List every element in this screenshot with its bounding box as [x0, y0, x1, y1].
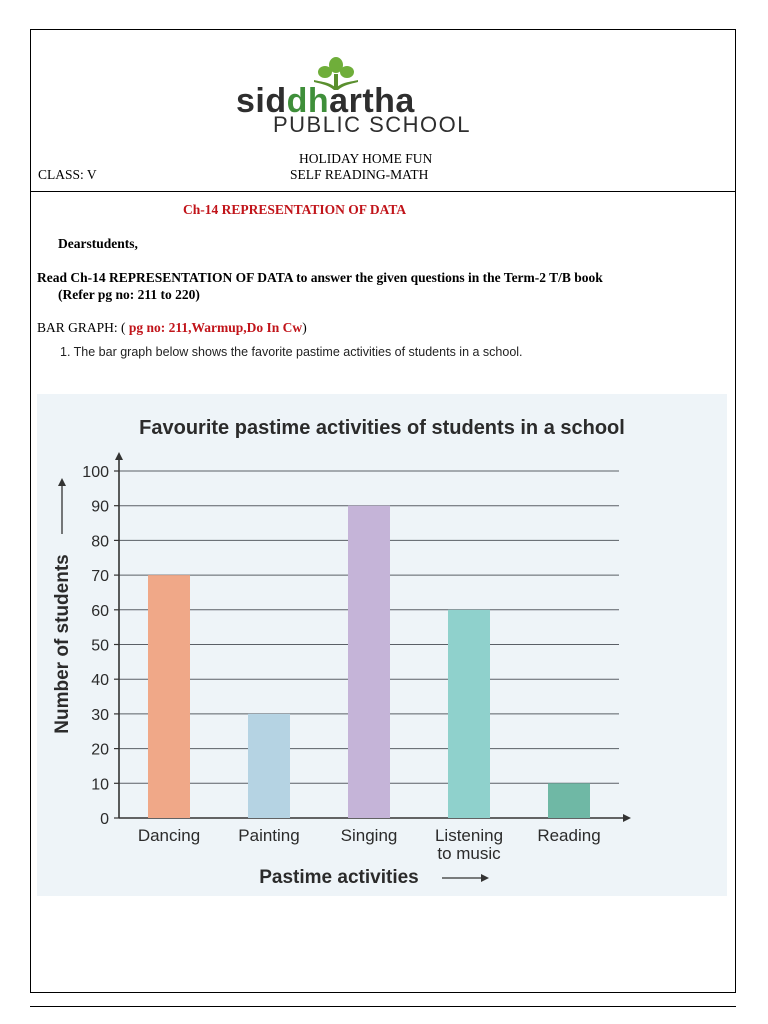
x-tick-label: Reading [537, 826, 601, 845]
header-divider [30, 191, 736, 192]
bar-reading [548, 783, 590, 818]
bar-chart-image [37, 394, 727, 896]
logo-subtitle: PUBLIC SCHOOL [273, 112, 471, 137]
chart-title: Favourite pastime activities of students in a school [139, 417, 625, 439]
instruction-text: Read Ch-14 REPRESENTATION OF DATA to answer the given questions in the Term-2 T/B book [37, 270, 603, 285]
x-tick-label: Singing [340, 826, 398, 845]
x-tick-label: Painting [238, 826, 300, 845]
school-logo [236, 56, 508, 137]
y-tick-label: 10 [91, 776, 109, 794]
bottom-line [30, 1006, 736, 1007]
y-tick-label: 20 [91, 741, 109, 759]
y-axis-label: Number of students [52, 554, 73, 734]
greeting: Dearstudents, [58, 236, 138, 251]
y-axis-arrow-icon [115, 452, 123, 460]
y-tick-label: 60 [91, 602, 109, 620]
y-tick-label: 100 [82, 464, 109, 481]
bar-painting [248, 714, 290, 818]
y-tick-label: 80 [91, 533, 109, 551]
class-label: CLASS: V [38, 167, 97, 182]
header-line1: HOLIDAY HOME FUN [299, 151, 433, 166]
logo-wordmark: siddhartha [236, 82, 415, 120]
x-axis-arrow-icon [623, 814, 631, 822]
y-tick-label: 70 [91, 568, 109, 586]
y-tick-label: 0 [100, 811, 109, 828]
x-axis-label: Pastime activities [259, 867, 419, 888]
y-tick-label: 90 [91, 498, 109, 516]
chapter-title: Ch-14 REPRESENTATION OF DATA [183, 202, 407, 217]
y-label-arrow-icon [58, 478, 66, 486]
x-label-arrow-icon [481, 874, 489, 882]
header-line2: SELF READING-MATH [290, 167, 429, 182]
bar-chart [37, 394, 727, 896]
y-tick-label: 30 [91, 706, 109, 724]
page-reference: (Refer pg no: 211 to 220) [58, 287, 200, 302]
bar-graph-heading: BAR GRAPH: ( pg no: 211,Warmup,Do In Cw) [37, 320, 307, 335]
x-tick-label: Listening [434, 826, 504, 845]
bar-singing [348, 506, 390, 818]
y-tick-label: 40 [91, 672, 109, 690]
question-1: 1. The bar graph below shows the favorite pastime activities of students in a school. [60, 345, 523, 359]
x-tick-label: Dancing [137, 826, 201, 845]
bar-dancing [148, 575, 190, 818]
bar-listening-to-music [448, 610, 490, 818]
x-tick-label: to music [437, 844, 501, 863]
y-tick-label: 50 [91, 637, 109, 655]
